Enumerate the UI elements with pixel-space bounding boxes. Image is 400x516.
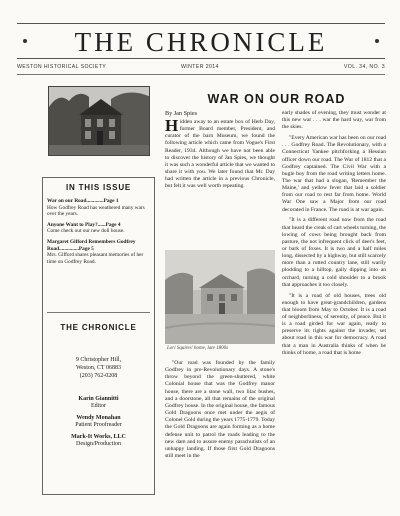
- chronicle-heading: THE CHRONICLE: [60, 323, 137, 332]
- house-photo-graphic: [49, 87, 150, 156]
- home-photo-graphic: [165, 250, 275, 344]
- issue-volume: VOL. 34, NO. 3: [343, 64, 385, 70]
- article-paragraph: early shades of evening, they must wonder at this new war . . . war the hard way, war from the skies.: [282, 110, 386, 131]
- toc-entry-title: Margaret Gifford Remembers Godfrey Road...............Page 5: [47, 238, 136, 252]
- historic-home-photo: [165, 250, 275, 344]
- staff-role: Patient Proofreader: [75, 422, 122, 429]
- masthead-rule: [17, 74, 385, 75]
- article-paragraph: [165, 119, 275, 191]
- newsletter-title: THE CHRONICLE: [74, 27, 328, 57]
- article-column-1-continued: [165, 360, 275, 508]
- article-byline: By Jan Spies: [165, 110, 197, 117]
- article-paragraph: "Our road was founded by the family Godfrey in pre-Revolutionary days. A stone's throw beyond the green-shuttered, white Colonial house that was the Godfrey manor house, there are a stone wall, two lilac bushes, and a doorstone, all that remains of the original Godfrey house. In the original house, the famous Gold Dragoons once met under the aegis of Colonel Gold during the years 1775-1779. Today the Gold Dragoons are again forming as a home defense unit to patrol the roads leading to the new dam and to assure enemy parachutists of an unhappy landing. If those first Gold Dragoons still meet in the: [165, 360, 275, 460]
- toc-entry[interactable]: [47, 222, 150, 235]
- society-address: [43, 356, 154, 380]
- article-title: WAR ON OUR ROAD: [207, 92, 346, 106]
- phone-number: (203) 762-0208: [79, 373, 118, 379]
- historic-house-photo: [48, 86, 150, 156]
- address-line: Weston, CT 06883: [76, 365, 121, 371]
- toc-entry[interactable]: [47, 198, 150, 218]
- drop-cap: H: [165, 119, 179, 135]
- toc-entry-title: Anyone Want to Play?......Page 4: [47, 221, 121, 228]
- issue-season: WINTER 2014: [181, 64, 219, 70]
- article-paragraph: "It is a different road now from the road that heard the creak of cart wheels turning, the lowing of cows being brought back from pasture, the not infrequent click of deer's feet, or bark of foxes. It is two and a half miles long, dissected by a highway, but still scarcely more than a rutted country lane, still warily plodding to a hilltop, gaily dipping into an orchard, turning a cold shoulder to a brook that approaches it too closely.: [282, 217, 386, 288]
- society-name: WESTON HISTORICAL SOCIETY: [17, 64, 107, 70]
- toc-entry-description: Come check out our new doll house.: [47, 228, 125, 235]
- staff-role: Editor: [91, 403, 106, 410]
- toc-entry-description: Mrs. Gifford shares pleasant memories of her time on Godfrey Road.: [47, 252, 144, 265]
- staff-name: Mark-It Works, LLC: [71, 433, 126, 440]
- article-column-1: [165, 119, 275, 246]
- toc-entry-description: How Godfrey Road has weathered many wars over the years.: [47, 204, 145, 218]
- masthead: [17, 23, 385, 59]
- article-paragraph: "Every American war has been on our road . . . Godfrey Road. The Revolutionary, with a Connecticut Yankee pitchforking a Hessian officer down our road. The War of 1812 that a Godfrey captained. The Civil War with a bugle boy from the road writing letters home. The war that had a slogan, 'Remember the Maine,' and yellow fever that laid a soldier from our road to rest far from home. World War One saw a Major from our road decorated in France. The road is at war again.: [282, 135, 386, 213]
- sidebar-panel: [42, 177, 155, 495]
- photo-caption: Lori Squires' home, late 1800s: [167, 346, 229, 351]
- masthead-dot-right: [375, 39, 379, 43]
- staff-name: Wendy Monahan: [76, 414, 121, 421]
- masthead-subbar: [17, 63, 385, 73]
- address-line: 9 Christopher Hill,: [75, 357, 122, 363]
- staff-name: Karin Giannitti: [78, 396, 119, 402]
- toc-entry-title: War on our Road.............Page 1: [47, 198, 119, 204]
- toc-entry[interactable]: [47, 239, 150, 265]
- in-this-issue-heading: IN THIS ISSUE: [65, 183, 132, 192]
- sidebar-divider: [47, 312, 150, 313]
- article-intro-text: idden away to an estate box of Herb Day, former Board member, President, and curator of the barn Museum, we found the following article which came from Vogue's First Reader, 1934. Although we have not been able to discover the history of Jan Spies, we thought it was such a wonderful article that we wanted to share it with you. We later found that Mr. Day had written the article in a previous Chronicle, but felt it was well worth repeating.: [165, 119, 275, 190]
- staff-credits: [43, 396, 154, 452]
- staff-role: Design/Production: [76, 441, 121, 448]
- table-of-contents: [47, 198, 150, 269]
- article-column-2: [282, 110, 386, 508]
- article-paragraph: "It is a road of old houses, trees old enough to have great-grandchildren, gardens that bloom from May to October. It is a road of neighborliness, of serenity, of peace. But it is a road girded for war again, ready to preserve its rights against the invader, set about road in this war for democracy. A road that a man in Australia thinks of when he thinks of home, a road that is home: [282, 292, 386, 356]
